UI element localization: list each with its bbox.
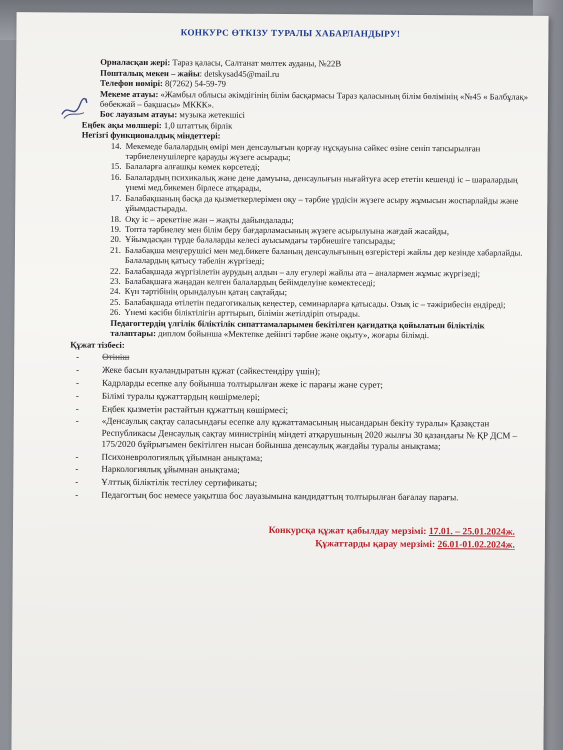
vacancy-value: музыка жетекшісі [177, 109, 245, 121]
item-text: Балалардың психикалық және дене дамуына, денсаулығын нығайтуға әсер ететін кешенді іс – шаралардың үнемі мед.бикемен бірлесе атқарады, [125, 171, 518, 194]
item-dash: - [75, 403, 79, 414]
salary-value: 1,0 штаттық бірлік [161, 120, 233, 131]
list-item [107, 172, 527, 196]
item-text: Жеке басын куәландыратын құжат (сәйкестендіру үшін); [102, 364, 321, 377]
item-text: Үнемі кәсіби біліктілігін арттырып, білімін жетілдіріп отырады. [124, 307, 361, 319]
vacancy-label: Бос лауазым атауы: [99, 109, 178, 120]
documents-heading: Құжат тізбесі: [70, 339, 125, 351]
list-item [76, 352, 526, 366]
location-label: Орналасқан жері: [100, 57, 171, 68]
list-item [107, 192, 527, 216]
item-text: Күн тәртібінің орындалуын қатаң сақтайды; [124, 286, 288, 298]
item-number: 23. [109, 275, 121, 286]
list-item [75, 451, 525, 465]
list-item [76, 416, 526, 453]
salary-label: Еңбек ақы мөлшері: [81, 119, 162, 131]
ink-scribble-mark [60, 92, 90, 122]
item-text: Балаларға алғашқы көмек көрсетеді; [125, 161, 260, 173]
submission-dates: 17.01. – 25.01.2024ж. [428, 526, 516, 538]
item-number: 22. [110, 265, 121, 276]
item-text: Оқу іс – әрекетіне жан – жақты дайындалады; [125, 213, 294, 225]
documents-list [69, 352, 526, 504]
list-item [76, 390, 526, 404]
submission-label: Конкурсқа құжат қабылдау мерзімі: [268, 525, 429, 538]
item-text: Балабақшаның басқа да қызметкерлерімен оқу – тәрбие үрдісін жүзеге асыру жұмысын жоспарлайды және ұйымдастырады. [125, 192, 519, 214]
item-text: Балабақша меңгерушісі мен мед.бикеге баланың денсаулығының өзгерістері жайлы дер кезінде хабарлайды. Балалардың қатысу табелін жүргізеді; [124, 244, 523, 267]
item-number: 20. [110, 234, 122, 245]
item-text: Психоневрологиялық ұйымнан анықтама; [101, 451, 263, 463]
list-item [76, 378, 526, 392]
item-text: Өтініш [102, 352, 130, 363]
organization-row [100, 88, 528, 112]
item-dash: - [75, 451, 79, 462]
location-value: Тараз қаласы, Салтанат мөлтек ауданы, №22В [170, 57, 342, 69]
list-item [107, 245, 527, 269]
review-label: Құжаттарды қарау мерзімі: [315, 538, 438, 551]
organization-value: «Жамбыл облысы әкімдігінің білім басқармасы Тараз қаласының білім бөлімінің «№45 « Балбұлақ» бөбекжай – бақшасы» МККК». [99, 88, 529, 110]
list-item [76, 365, 526, 379]
list-item [75, 464, 525, 478]
item-text: Еңбек қызметін растайтын құжаттың көшірмесі; [101, 403, 289, 415]
item-number: 26. [109, 306, 121, 318]
item-text: Балабақшаға жаңадан келген балалардың бейімделуіне көмектеседі; [124, 275, 376, 288]
item-number: 18. [110, 213, 122, 224]
item-text: Ұйымдасқан түрде балаларды келесі ауысымдағы тәрбиешіге тапсырады; [124, 234, 396, 247]
page-title: КОНКУРС ӨТКІЗУ ТУРАЛЫ ХАБАРЛАНДЫРУ! [180, 27, 401, 39]
review-dates: 26.01-01.02.2024ж. [437, 539, 515, 551]
duties-list [70, 140, 527, 320]
item-dash: - [75, 489, 79, 500]
item-dash: - [76, 351, 80, 362]
item-text: Білімі туралы құжаттардың көшірмелері; [101, 390, 260, 402]
qualification-value: диплом бойынша «Мектепке дейінгі тәрбие және оқыту», жоғары білімді. [155, 328, 430, 341]
item-text: Кадрларды есепке алу бойынша толтырылған жеке іс парағы және сурет; [101, 377, 383, 390]
item-number: 14. [110, 140, 122, 151]
email-label: Пошталық мекен – жайы [100, 67, 200, 79]
item-number: 24. [109, 286, 121, 297]
review-deadline [69, 536, 525, 552]
item-number: 15. [110, 161, 122, 172]
item-text: Топта тәрбиелеу мен білім беру бағдарламасының жүзеге асырылуына жағдай жасайды, [125, 223, 450, 237]
item-dash: - [75, 390, 79, 401]
item-dash: - [75, 463, 79, 474]
item-text: Ұлттық біліктілік тестілеу сертификаты; [101, 476, 258, 488]
item-dash: - [75, 476, 79, 487]
item-number: 19. [110, 223, 122, 234]
list-item [108, 140, 528, 164]
item-dash: - [75, 415, 79, 426]
duties-heading: Негізгі функционалдық міндеттері: [81, 129, 221, 141]
item-text: Педагогтың бос немесе уақытша бос лауазымына кандидаттың толтырылған бағалау парағы. [101, 489, 459, 503]
item-number: 25. [109, 296, 121, 307]
item-text: Балабақшада жүргізілетін аурудың алдын – алу егулері жайлы ата – аналармен жұмыс жүргізеді; [124, 265, 481, 278]
notice-sheet [11, 12, 548, 750]
item-text: «Денсаулық сақтау саласындағы есепке алу құжаттамасының нысандарын бекіту туралы» Қазақстан Республикасы Денсаулық сақтау министрінің міндеті атқарушының 2020 жылғы 30 қазандағы № ҚР ДСМ – 175/2020 бұйрығымен бекітілген нысан бойынша денсаулық жағдайы туралы анықтама; [101, 416, 518, 451]
email-value: : detskysad45@mail.ru [199, 68, 280, 79]
phone-value: 8(7262) 54-59-79 [162, 78, 226, 89]
item-dash: - [75, 377, 80, 388]
qualification-requirements [110, 317, 526, 341]
item-number: 21. [110, 244, 121, 255]
organization-label: Мекеме атауы: [99, 88, 159, 99]
item-dash: - [76, 364, 80, 375]
qualification-label: Педагогтердің үлгілік біліктілік сипаттамаларымен бекітілген қағидатқа қойылатын біліктілік талаптары: [110, 317, 485, 339]
list-item [75, 477, 525, 491]
item-number: 16. [110, 171, 122, 182]
item-number: 17. [110, 192, 122, 203]
phone-label: Телефон нөмірі: [100, 77, 163, 89]
list-item [76, 403, 526, 417]
item-text: Мекемеде балалардың өмірі мен денсаулығын қорғау нұсқауына сәйкес өзіне сеніп тапсырылған тәрбиеленушілерге қарауды жүзеге асырады; [125, 140, 481, 163]
item-text: Балабақшада өтілетін педагогикалық кеңестер, семинарларға қатысады. Озық іс – тәжірибесін ендіреді; [124, 296, 506, 310]
item-text: Наркологиялық ұйымнан анықтама; [101, 464, 240, 476]
